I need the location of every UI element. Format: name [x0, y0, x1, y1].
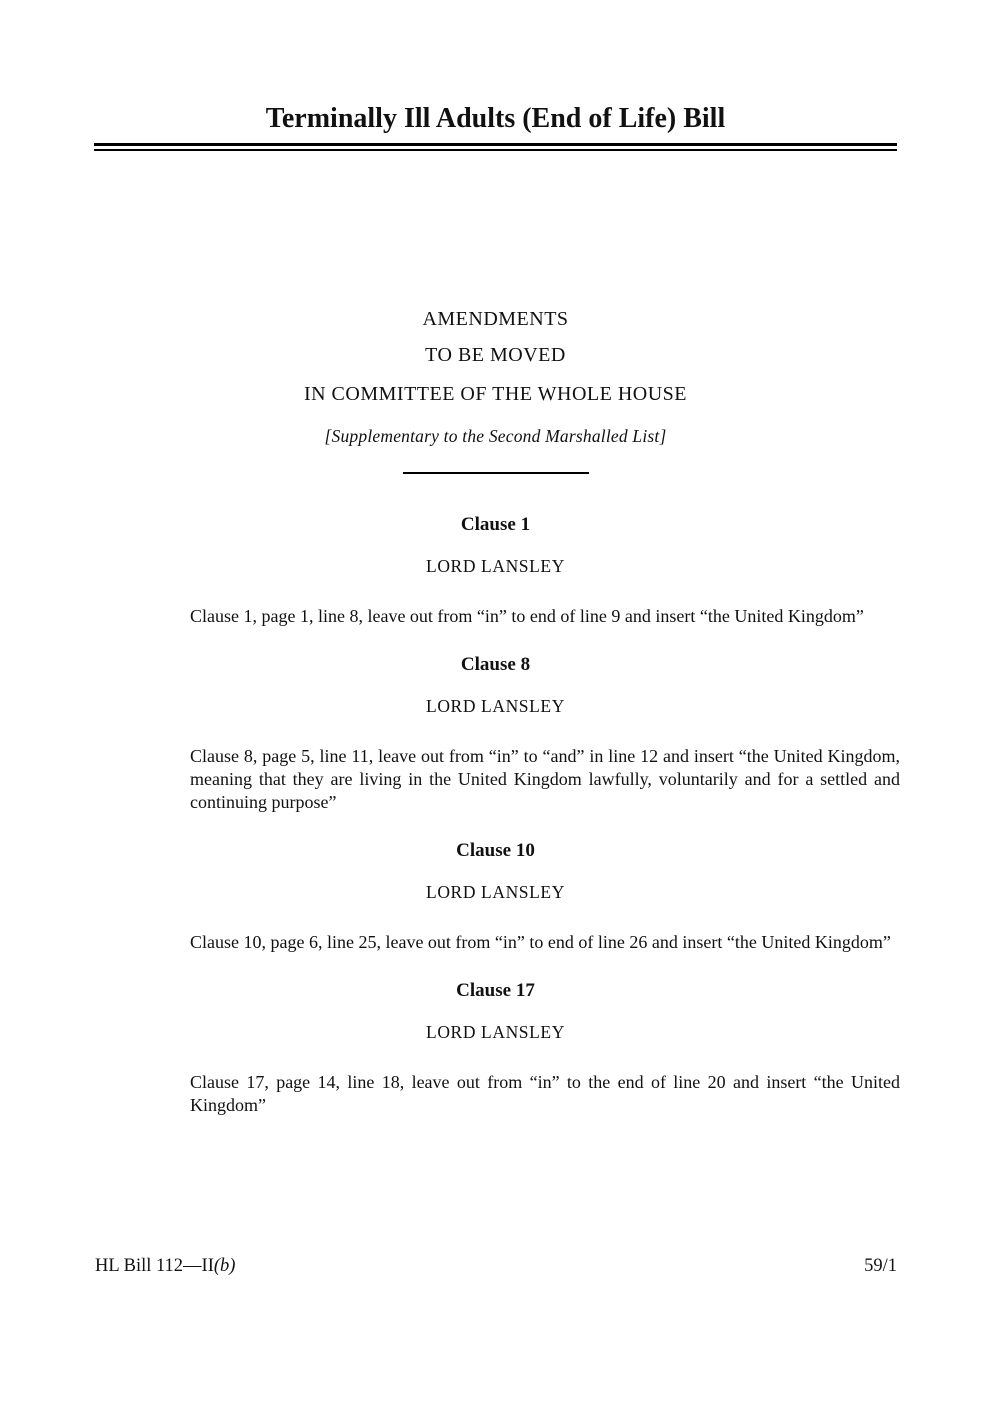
clause-heading: Clause 8	[460, 654, 531, 675]
amendment-text: Clause 8, page 5, line 11, leave out from “in” to “and” in line 12 and insert “the United Kingdom, meaning that they are living in the United Kingdom lawfully, voluntarily and for a settled and continuing purpose”	[190, 746, 900, 812]
page-footer	[95, 1255, 897, 1277]
sponsor-name: LORD LANSLEY	[426, 556, 565, 576]
header-committee: IN COMMITTEE OF THE WHOLE HOUSE	[303, 383, 688, 405]
document-title: Terminally Ill Adults (End of Life) Bill	[265, 103, 726, 134]
clause-heading: Clause 17	[456, 980, 535, 1001]
header-supplementary-note: [Supplementary to the Second Marshalled List]	[324, 426, 667, 446]
sponsor-name: LORD LANSLEY	[426, 1022, 565, 1042]
clause-heading: Clause 1	[460, 514, 531, 535]
clause-heading: Clause 10	[456, 840, 535, 861]
amendment-section-clause-10	[0, 840, 991, 954]
amendment-section-clause-1	[0, 514, 991, 628]
separator-rule	[403, 472, 589, 474]
sheet-reference: 59/1	[864, 1256, 897, 1276]
header-to-be-moved: TO BE MOVED	[425, 344, 566, 366]
amendment-text: Clause 1, page 1, line 8, leave out from “in” to end of line 9 and insert “the United Kingdom”	[190, 606, 864, 626]
title-double-rule	[94, 143, 897, 151]
amendments-header	[0, 308, 991, 447]
sponsor-name: LORD LANSLEY	[426, 882, 565, 902]
bill-reference-suffix: (b)	[213, 1256, 236, 1276]
sponsor-name: LORD LANSLEY	[426, 696, 565, 716]
header-amendments: AMENDMENTS	[422, 308, 569, 330]
bill-reference	[95, 1255, 235, 1277]
amendment-text: Clause 17, page 14, line 18, leave out from “in” to the end of line 20 and insert “the United Kingdom”	[190, 1072, 900, 1115]
amendment-text: Clause 10, page 6, line 25, leave out from “in” to end of line 26 and insert “the United Kingdom”	[190, 932, 891, 952]
amendment-section-clause-17	[0, 980, 991, 1117]
bill-reference-number: HL Bill 112—II	[95, 1256, 214, 1276]
amendment-section-clause-8	[0, 654, 991, 814]
